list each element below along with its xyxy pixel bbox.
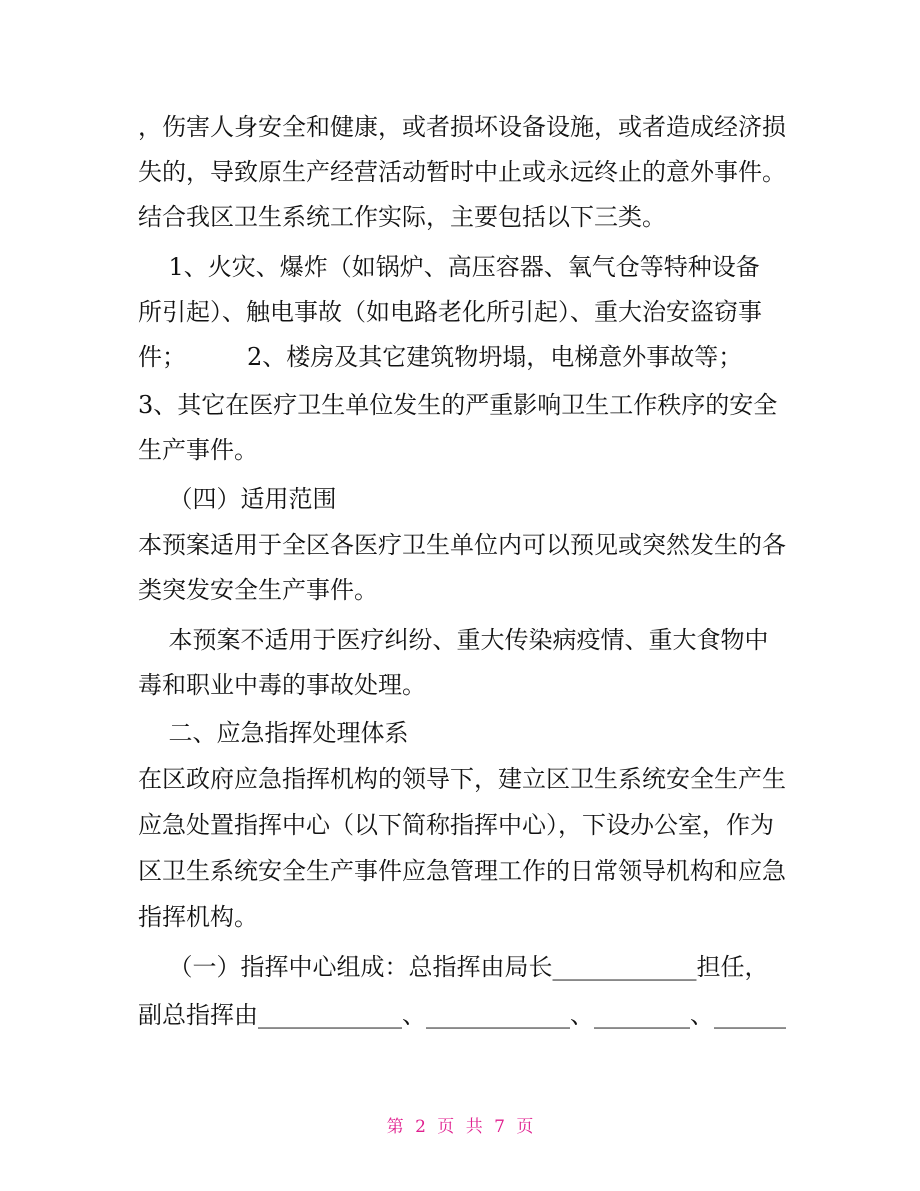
composition-line-2: 副总指挥由____________、____________、________、______ (138, 1001, 786, 1029)
list-item-3-line-2: 生产事件。 (138, 436, 258, 464)
command-line-3: 区卫生系统安全生产事件应急管理工作的日常领导机构和应急 (138, 857, 786, 885)
section-heading-command: 二、应急指挥处理体系 (138, 719, 409, 747)
exclusion-line-2: 毒和职业中毒的事故处理。 (138, 671, 426, 699)
list-item-2-line: 件； 2、楼房及其它建筑物坍塌，电梯意外事故等； (138, 343, 743, 371)
scope-line-2: 类突发安全生产事件。 (138, 576, 378, 604)
command-line-4: 指挥机构。 (138, 903, 258, 931)
composition-line-1: （一）指挥中心组成：总指挥由局长____________担任， (138, 953, 769, 981)
section-heading-scope: （四）适用范围 (138, 485, 337, 513)
command-line-2: 应急处置指挥中心（以下简称指挥中心），下设办公室，作为 (138, 811, 774, 839)
body-line-2: 失的，导致原生产经营活动暂时中止或永远终止的意外事件。 (138, 158, 786, 186)
scope-line-1: 本预案适用于全区各医疗卫生单位内可以预见或突然发生的各 (138, 531, 786, 559)
list-item-3-line-1: 3、其它在医疗卫生单位发生的严重影响卫生工作秩序的安全 (138, 391, 778, 419)
command-line-1: 在区政府应急指挥机构的领导下，建立区卫生系统安全生产生 (138, 765, 786, 793)
exclusion-line-1: 本预案不适用于医疗纠纷、重大传染病疫情、重大食物中 (138, 626, 769, 654)
body-line-3: 结合我区卫生系统工作实际，主要包括以下三类。 (138, 203, 666, 231)
list-item-1-line-1: 1、火灾、爆炸（如锅炉、高压容器、氧气仓等特种设备 (138, 253, 760, 281)
page-number-footer: 第 2 页 共 7 页 (386, 1117, 534, 1137)
list-item-1-line-2: 所引起）、触电事故（如电路老化所引起）、重大治安盗窃事 (138, 298, 762, 326)
body-line-1: ，伤害人身安全和健康，或者损坏设备设施，或者造成经济损 (138, 113, 786, 141)
